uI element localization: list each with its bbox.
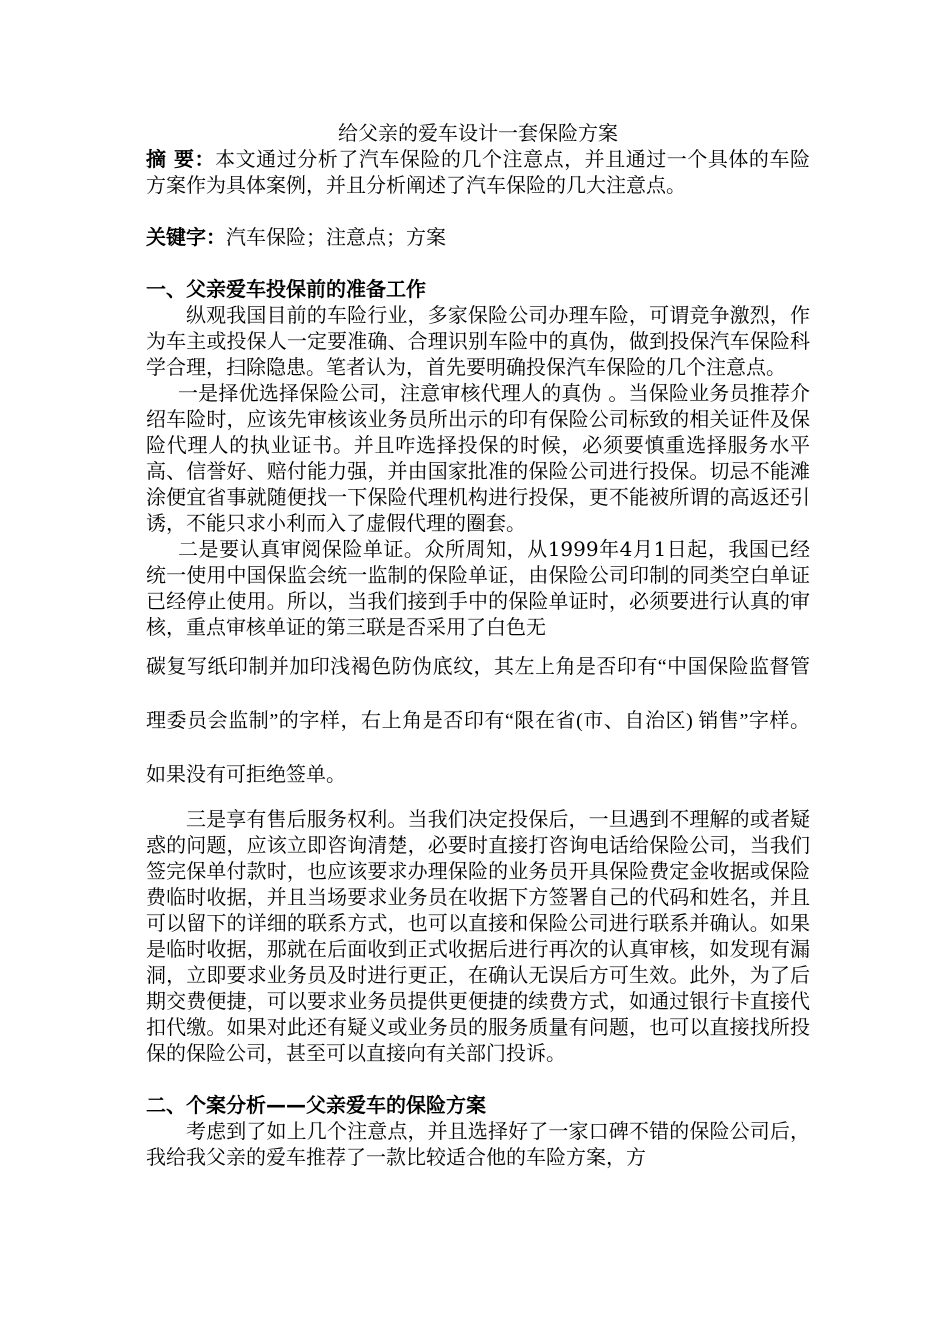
section1-heading: 一、父亲爱车投保前的准备工作 <box>146 277 426 301</box>
spacer <box>146 250 810 276</box>
abstract-text: 本文通过分析了汽车保险的几个注意点，并且通过一个具体的车险方案作为具体案例，并且分析阐述了汽车保险的几大注意点。 <box>146 147 810 197</box>
document-title: 给父亲的爱车设计一套保险方案 <box>338 121 618 145</box>
section1-paragraph-2: 一是择优选择保险公司，注意审核代理人的真伪 。当保险业务员推荐介绍车险时，应该先审核该业务员所出示的印有保险公司标致的相关证件及保险代理人的执业证书。并且咋选择投保的时候，必须要慎重选择服务水平高、信誉好、赔付能力强，并由国家批准的保险公司进行投保。切忌不能滩涂便宜省事就随便找一下保险代理机构进行投保，更不能被所谓的高返还引诱，不能只求小利而入了虚假代理的圈套。 <box>146 381 810 535</box>
section1-paragraph-4: 三是享有售后服务权利。当我们决定投保后，一旦遇到不理解的或者疑惑的问题，应该立即咨询清楚，必要时直接打咨询电话给保险公司，当我们签完保单付款时，也应该要求办理保险的业务员开具保险费定金收据或保险费临时收据，并且当场要求业务员在收据下方签署自己的代码和姓名，并且可以留下的详细的联系方式，也可以直接和保险公司进行联系并确认。如果是临时收据，那就在后面收到正式收据后进行再次的认真审核，如发现有漏洞，立即要求业务员及时进行更正，在确认无误后方可生效。此外，为了后期交费便捷，可以要求业务员提供更便捷的续费方式，如通过银行卡直接代扣代缴。如果对此还有疑义或业务员的服务质量有问题，也可以直接找所投保的保险公司，甚至可以直接向有关部门投诉。 <box>146 807 810 1065</box>
abstract-label: 摘 要： <box>146 147 216 171</box>
section1-paragraph-1: 纵观我国目前的车险行业，多家保险公司办理车险，可谓竞争激烈，作为车主或投保人一定要准确、合理识别车险中的真伪，做到投保汽车保险科学合理，扫除隐患。笔者认为，首先要明确投保汽车保险的几个注意点。 <box>146 303 810 379</box>
section2-heading: 二、个案分析——父亲爱车的保险方案 <box>146 1093 486 1117</box>
section1-paragraph-3: 二是要认真审阅保险单证。众所周知，从1999年4月1日起，我国已经统一使用中国保监会统一监制的保险单证，由保险公司印制的同类空白单证已经停止使用。所以，当我们接到手中的保险单证时，必须要进行认真的审核，重点审核单证的第三联是否采用了白色无 <box>146 537 810 639</box>
document-page <box>146 120 810 1170</box>
abstract-paragraph <box>146 146 810 198</box>
keywords-text: 汽车保险；注意点；方案 <box>226 225 446 249</box>
spacer <box>146 1066 810 1092</box>
keywords-label: 关键字： <box>146 225 226 249</box>
section2-paragraph-1: 考虑到了如上几个注意点，并且选择好了一家口碑不错的保险公司后，我给我父亲的爱车推荐了一款比较适合他的车险方案，方 <box>146 1119 810 1169</box>
keywords-paragraph <box>146 224 810 250</box>
section1-paragraph-3-continued: 碳复写纸印制并加印浅褐色防伪底纹，其左上角是否印有“中国保险监督管理委员会监制”的字样，右上角是否印有“限在省(市、自治区) 销售”字样。如果没有可拒绝签单。 <box>146 656 810 786</box>
spacer <box>146 198 810 224</box>
